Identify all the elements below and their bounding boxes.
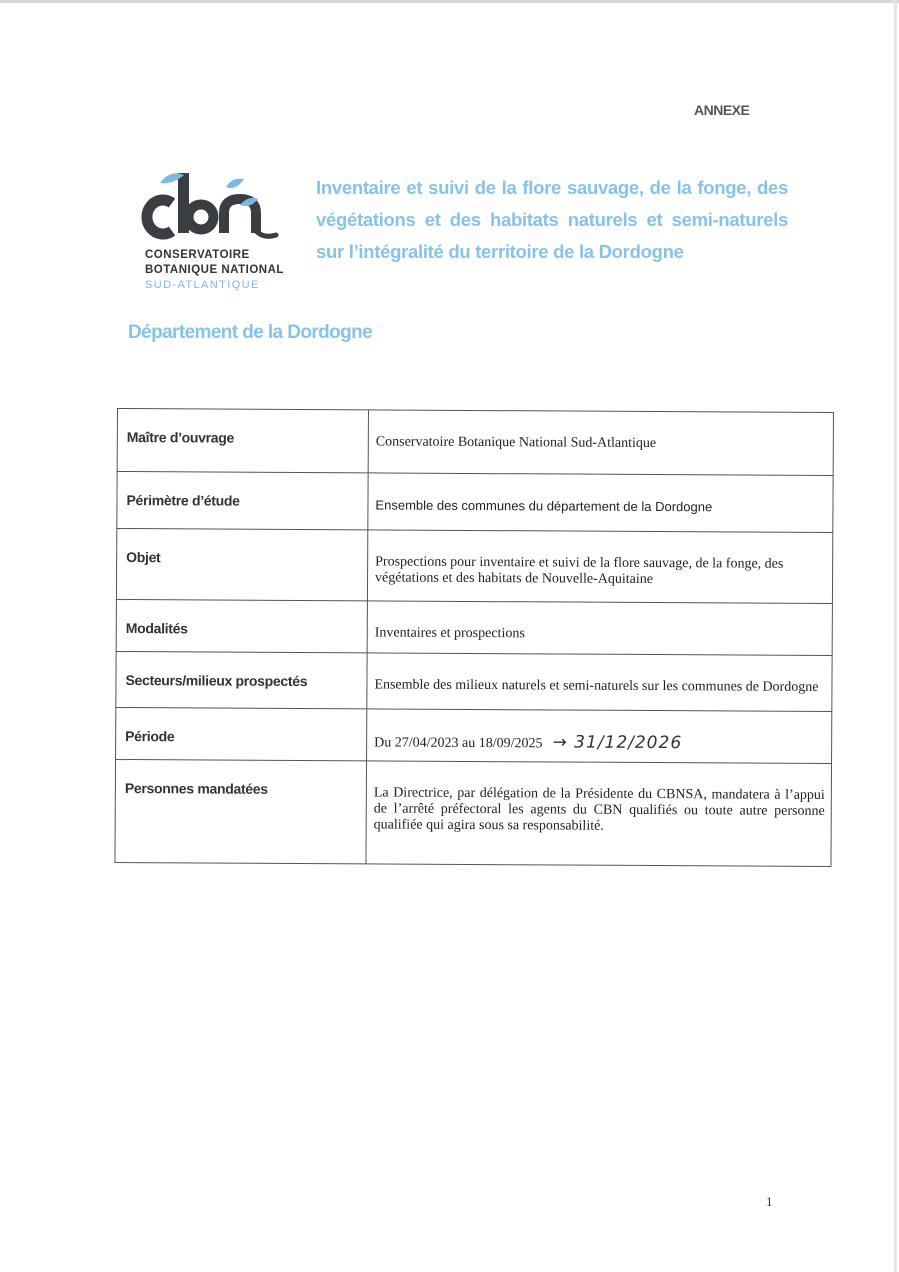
- period-printed: Du 27/04/2023 au 18/09/2025: [374, 735, 543, 752]
- row-value-periode: [367, 709, 832, 764]
- row-value-objet: Prospections pour inventaire et suivi de la flore sauvage, de la fonge, des végétations et des habitats de Nouvelle-Aquitaine: [367, 530, 832, 604]
- logo-text-line-3: SUD-ATLANTIQUE: [145, 279, 260, 291]
- cbn-logo-mark: [140, 165, 290, 247]
- row-label-maitre-ouvrage: Maître d’ouvrage: [117, 409, 368, 473]
- row-value-maitre-ouvrage: Conservatoire Botanique National Sud-Atlantique: [368, 410, 833, 476]
- logo-text-line-2: BOTANIQUE NATIONAL: [145, 264, 284, 276]
- row-label-periode-text: Période: [125, 728, 175, 745]
- scan-edge-right: [894, 0, 897, 1272]
- page-number: 1: [766, 1194, 773, 1209]
- period-handwritten-extension: → 31/12/2026: [552, 732, 683, 754]
- scan-edge-top: [0, 0, 899, 3]
- row-value-perimetre: Ensemble des communes du département de la Dordogne: [368, 473, 833, 533]
- table-row: [116, 707, 832, 763]
- row-value-personnes: La Directrice, par délégation de la Présidente du CBNSA, mandatera à l’appui de l’arrêté préfectoral les agents du CBN qualifiés ou toute autre personne qualifiée qui agira sous sa responsabilité.: [366, 761, 832, 867]
- row-label-perimetre: Périmètre d’étude: [117, 472, 368, 530]
- table-row: [115, 759, 832, 866]
- annex-label: ANNEXE: [694, 102, 750, 118]
- document-title: Inventaire et suivi de la flore sauvage, de la fonge, des végétations et des habitats naturels et semi-naturels sur l’intégralité du territoire de la Dordogne: [316, 177, 788, 262]
- table-row: [116, 529, 832, 604]
- row-label-secteurs: Secteurs/milieux prospectés: [116, 651, 367, 708]
- row-label-modalites: Modalités: [116, 599, 367, 652]
- info-table: [114, 408, 834, 867]
- table-row: [116, 599, 832, 655]
- table-row: [117, 472, 833, 533]
- logo-text-line-1: CONSERVATOIRE: [145, 249, 250, 261]
- row-value-modalites: Inventaires et prospections: [367, 601, 832, 656]
- table-row: [116, 651, 832, 711]
- department-heading: Département de la Dordogne: [128, 322, 373, 343]
- row-label-objet: Objet: [116, 529, 367, 601]
- row-value-secteurs: Ensemble des milieux naturels et semi-naturels sur les communes de Dordogne: [367, 653, 832, 712]
- cbn-logo: [140, 165, 290, 295]
- row-label-periode: [116, 707, 367, 760]
- table-row: [117, 409, 833, 476]
- row-label-personnes: Personnes mandatées: [115, 759, 367, 863]
